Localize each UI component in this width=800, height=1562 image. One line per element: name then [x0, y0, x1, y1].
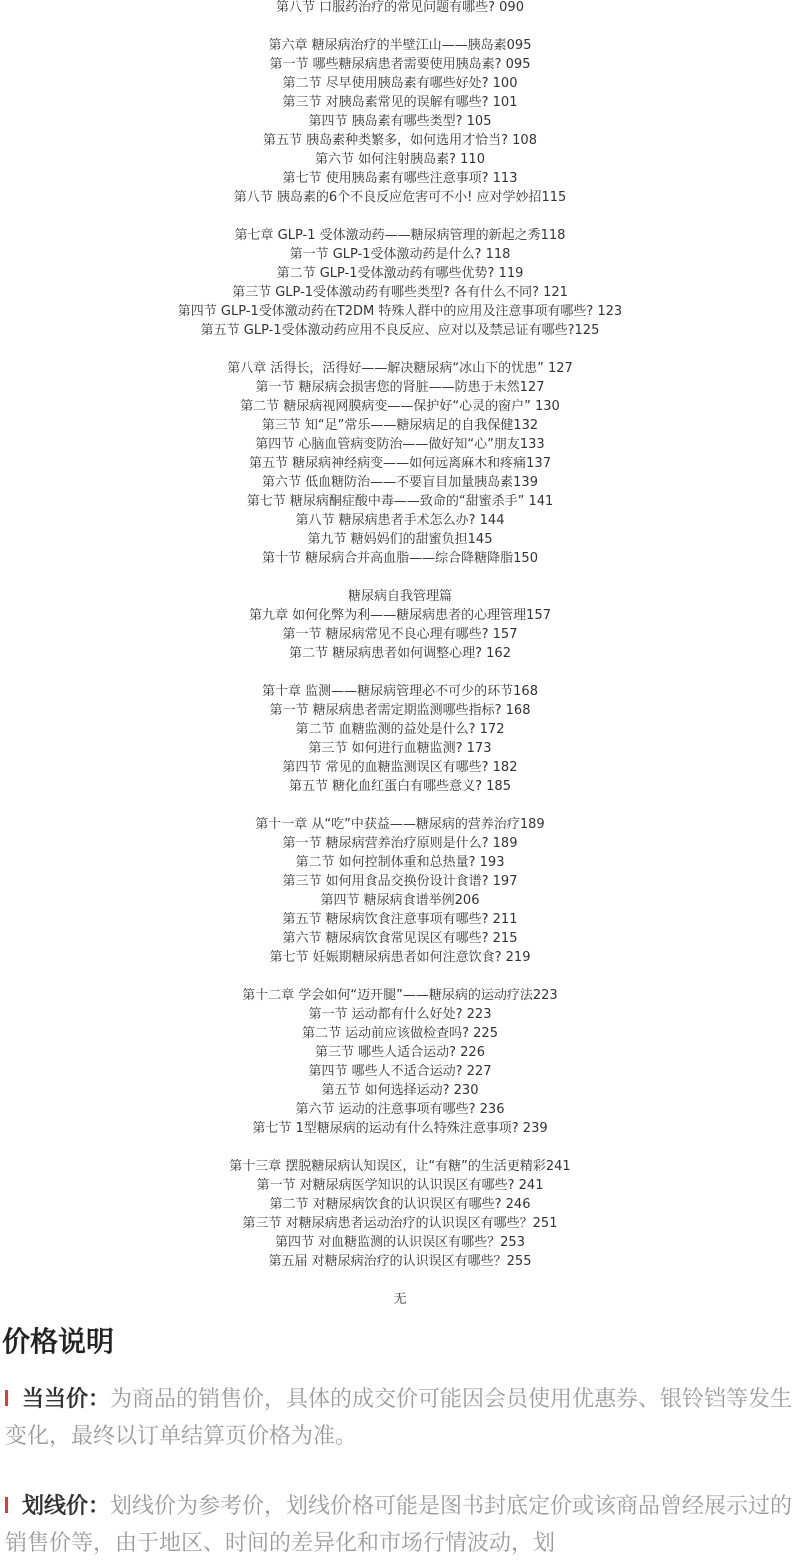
toc-entry: 第四节 对血糖监测的认识误区有哪些？253	[275, 1235, 525, 1250]
strikethrough-price-note	[5, 1488, 795, 1562]
toc-entry: 第二节 糖尿病视网膜病变——保护好“心灵的窗户” 130	[240, 399, 560, 414]
strikethrough-price-label: 划线价：	[22, 1494, 111, 1519]
toc-entry: 第一节 对糖尿病医学知识的认识误区有哪些? 241	[256, 1178, 544, 1193]
toc-entry: 第七节 使用胰岛素有哪些注意事项? 113	[282, 171, 518, 186]
toc-entry: 第二节 GLP-1受体激动药有哪些优势? 119	[276, 266, 524, 281]
price-section-title: 价格说明	[2, 1325, 115, 1358]
toc-entry: 第二节 血糖监测的益处是什么? 172	[295, 722, 505, 737]
toc-group	[0, 36, 800, 207]
toc-group	[0, 359, 800, 568]
toc-entry: 第一节 糖尿病患者需定期监测哪些指标? 168	[269, 703, 531, 718]
toc-entry: 第四节 常见的血糖监测误区有哪些? 182	[282, 760, 518, 775]
toc-entry: 第九节 糖妈妈们的甜蜜负担145	[307, 532, 493, 547]
toc-group	[0, 986, 800, 1138]
toc-entry: 第十节 糖尿病合并高血脂——综合降糖降脂150	[262, 551, 538, 566]
toc-entry: 第十章 监测——糖尿病管理必不可少的环节168	[262, 684, 538, 699]
toc-entry: 第五节 胰岛素种类繁多，如何选用才恰当? 108	[263, 133, 537, 148]
toc-entry: 第五节 糖尿病饮食注意事项有哪些? 211	[282, 912, 518, 927]
toc-entry: 第三节 如何进行血糖监测? 173	[308, 741, 492, 756]
toc-entry: 第六节 运动的注意事项有哪些? 236	[295, 1102, 505, 1117]
toc-entry: 第七节 1型糖尿病的运动有什么特殊注意事项? 239	[252, 1121, 548, 1136]
toc-entry: 第四节 糖尿病食谱举例206	[320, 893, 480, 908]
toc-entry: 第一节 糖尿病会损害您的肾脏——防患于未然127	[255, 380, 545, 395]
toc-entry: 第六章 糖尿病治疗的半壁江山——胰岛素095	[268, 38, 532, 53]
toc-entry: 第二节 尽早使用胰岛素有哪些好处? 100	[282, 76, 518, 91]
dangdang-price-description: 为商品的销售价，具体的成交价可能因会员使用优惠券、银铃铛等发生变化，最终以订单结算页价格为准。	[5, 1387, 793, 1449]
toc-entry: 第三节 知“足”常乐——糖尿病足的自我保健132	[261, 418, 539, 433]
toc-entry: 第六节 低血糖防治——不要盲目加量胰岛素139	[262, 475, 538, 490]
toc-entry: 第八节 胰岛素的6个不良反应危害可不小! 应对学妙招115	[233, 190, 567, 205]
toc-entry: 第一节 GLP-1受体激动药是什么? 118	[289, 247, 511, 262]
toc-entry: 糖尿病自我管理篇	[347, 589, 452, 604]
toc-entry: 第三节 哪些人适合运动? 226	[315, 1045, 485, 1060]
toc-entry: 第九章 如何化弊为利——糖尿病患者的心理管理157	[249, 608, 551, 623]
toc-entry: 第四节 GLP-1受体激动药在T2DM 特殊人群中的应用及注意事项有哪些? 123	[177, 304, 623, 319]
toc-entry: 第八章 活得长，活得好——解决糖尿病“冰山下的忧患” 127	[227, 361, 573, 376]
toc-entry: 第一节 糖尿病常见不良心理有哪些? 157	[282, 627, 518, 642]
red-bar-marker	[5, 1497, 8, 1513]
toc-entry: 第十三章 摆脱糖尿病认知误区，让“有糖”的生活更精彩241	[229, 1159, 571, 1174]
toc-entry: 第六节 糖尿病饮食常见误区有哪些? 215	[282, 931, 518, 946]
toc-group	[0, 1157, 800, 1271]
toc-entry: 第五节 糖尿病神经病变——如何远离麻木和疼痛137	[249, 456, 551, 471]
toc-entry: 第二节 对糖尿病饮食的认识误区有哪些? 246	[269, 1197, 531, 1212]
dangdang-price-note	[5, 1381, 795, 1455]
toc-entry: 第十一章 从“吃”中获益——糖尿病的营养治疗189	[255, 817, 545, 832]
toc-group	[0, 815, 800, 967]
toc-entry: 第十二章 学会如何“迈开腿”——糖尿病的运动疗法223	[242, 988, 558, 1003]
toc-entry: 第二节 运动前应该做检查吗? 225	[302, 1026, 498, 1041]
toc-entry: 第八节 口服药治疗的常见问题有哪些? 090	[276, 0, 524, 15]
strikethrough-price-description: 划线价为参考价，划线价格可能是图书封底定价或该商品曾经展示过的销售价等，由于地区、时间的差异化和市场行情波动，划	[5, 1494, 793, 1556]
toc-entry: 第五节 糖化血红蛋白有哪些意义? 185	[289, 779, 511, 794]
toc-group	[0, 682, 800, 796]
toc-group	[0, 587, 800, 663]
toc-entry: 第三节 如何用食品交换份设计食谱? 197	[282, 874, 518, 889]
red-bar-marker	[5, 1390, 8, 1406]
toc-entry: 第三节 GLP-1受体激动药有哪些类型? 各有什么不同? 121	[232, 285, 568, 300]
toc-entry: 第四节 胰岛素有哪些类型? 105	[308, 114, 492, 129]
dangdang-price-label: 当当价：	[22, 1387, 111, 1412]
no-content-text: 无	[393, 1292, 407, 1307]
toc-entry: 第四节 心脑血管病变防治——做好知“心”朋友133	[255, 437, 545, 452]
toc-entry: 第三节 对胰岛素常见的误解有哪些? 101	[282, 95, 518, 110]
toc-entry: 第五节 GLP-1受体激动药应用不良反应、应对以及禁忌证有哪些?125	[200, 323, 600, 338]
toc-entry: 第二节 糖尿病患者如何调整心理? 162	[289, 646, 511, 661]
toc-group	[0, 226, 800, 340]
toc-entry: 第七章 GLP-1 受体激动药——糖尿病管理的新起之秀118	[234, 228, 566, 243]
toc-entry: 第四节 哪些人不适合运动? 227	[308, 1064, 492, 1079]
toc-entry: 第二节 如何控制体重和总热量? 193	[295, 855, 505, 870]
toc-entry: 第五届 对糖尿病治疗的认识误区有哪些？255	[268, 1254, 532, 1269]
toc-entry: 第八节 糖尿病患者手术怎么办? 144	[295, 513, 505, 528]
toc-entry: 第一节 运动都有什么好处? 223	[308, 1007, 492, 1022]
toc-group	[0, 0, 800, 17]
toc-entry: 第七节 糖尿病酮症酸中毒——致命的“甜蜜杀手” 141	[246, 494, 554, 509]
toc-entry: 第一节 哪些糖尿病患者需要使用胰岛素? 095	[269, 57, 531, 72]
toc-entry: 第七节 妊娠期糖尿病患者如何注意饮食? 219	[269, 950, 531, 965]
toc-entry: 第三节 对糖尿病患者运动治疗的认识误区有哪些？251	[242, 1216, 558, 1231]
toc-entry: 第五节 如何选择运动? 230	[321, 1083, 479, 1098]
toc-entry: 第一节 糖尿病营养治疗原则是什么? 189	[282, 836, 518, 851]
toc-entry: 第六节 如何注射胰岛素? 110	[315, 152, 485, 167]
